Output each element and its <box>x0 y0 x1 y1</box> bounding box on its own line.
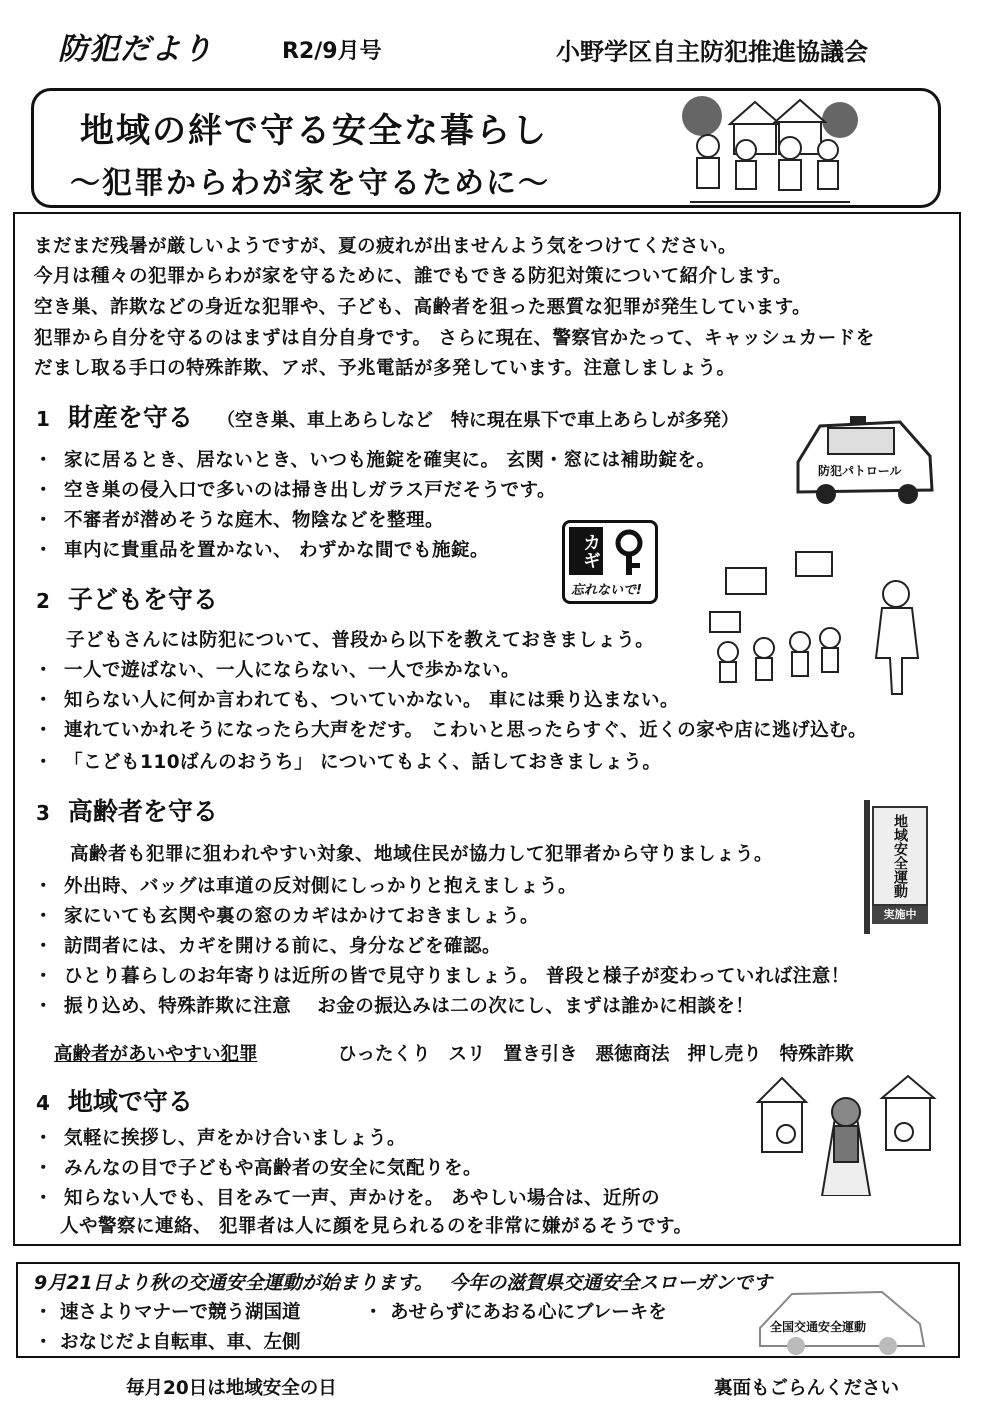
intro-line: だまし取る手口の特殊詐欺、アポ、予兆電話が多発しています。注意しましょう。 <box>34 358 736 379</box>
banner-subtitle: ～犯罪からわが家を守るために～ <box>70 166 550 201</box>
section-heading: 2 子どもを守る <box>36 585 218 614</box>
list-item: ・ 訪問者には、カギを開ける前に、身分などを確認。 <box>34 936 502 957</box>
list-item: ・ 「こども110ばんのおうち」 についてもよく、話しておきましょう。 <box>34 752 662 773</box>
crime-item: 特殊詐欺 <box>779 1044 854 1065</box>
section-title: 子どもを守る <box>67 585 218 614</box>
section-heading: 3 高齢者を守る <box>36 797 218 826</box>
section-title: 地域で守る <box>67 1087 193 1116</box>
list-item: ・ 車内に貴重品を置かない、 わずかな間でも施錠。 <box>34 540 489 561</box>
intro-line: まだまだ残暑が厳しいようですが、夏の疲れが出ませんよう気をつけてください。 <box>34 236 738 257</box>
list-item: ・ みんなの目で子どもや高齢者の安全に気配りを。 <box>34 1158 483 1179</box>
list-item: ・ 不審者が潜めそうな庭木、物陰などを整理。 <box>34 510 445 531</box>
slogan-item: ・ 速さよりマナーで競う湖国道 <box>34 1302 301 1323</box>
list-item: ・ 外出時、バッグは車道の反対側にしっかりと抱えましょう。 <box>34 876 578 897</box>
list-item: ・ 空き巣の侵入口で多いのは掃き出しガラス戸だそうです。 <box>34 480 556 501</box>
organization-name: 小野学区自主防犯推進協議会 <box>556 38 868 66</box>
crime-list-label: 高齢者があいやすい犯罪 <box>54 1044 258 1065</box>
section-title: 高齢者を守る <box>67 797 218 826</box>
crime-item: ひったくり <box>338 1044 431 1065</box>
issue-number: R2/9月号 <box>282 39 382 64</box>
section-number: 1 <box>36 407 50 431</box>
section-heading <box>36 398 739 434</box>
traffic-car-label: 全国交通安全運動 <box>770 1320 867 1334</box>
flag-subtext: 実施中 <box>872 906 928 924</box>
kagi-sublabel: 忘れないで! <box>571 583 642 598</box>
crime-list <box>338 1040 872 1066</box>
list-item: ・ ひとり暮らしのお年寄りは近所の皆で見守りましょう。 普段と様子が変わっていれば注意！ <box>34 966 850 987</box>
section-note: （空き巣、車上あらしなど 特に現在県下で車上あらしが多発） <box>216 410 739 431</box>
intro-line: 今月は種々の犯罪からわが家を守るために、誰でもできる防犯対策について紹介します。 <box>34 266 793 287</box>
intro-line: 空き巣、詐欺などの身近な犯罪や、子ども、高齢者を狙った悪質な犯罪が発生しています。 <box>34 297 812 318</box>
children-illustration <box>706 548 942 698</box>
crime-item: 置き引き <box>503 1044 578 1065</box>
traffic-heading: 9月21日より秋の交通安全運動が始まります。 今年の滋賀県交通安全スローガンです <box>34 1272 772 1294</box>
families-illustration <box>680 94 860 206</box>
key-icon <box>609 529 649 577</box>
patrol-car-illustration <box>790 412 940 508</box>
newsletter-title: 防犯だより <box>58 32 213 67</box>
list-item-continuation: 人や警察に連絡、 犯罪者は人に顔を見られるのを非常に嫌がるそうです。 <box>60 1216 693 1237</box>
safety-flag-illustration <box>862 800 932 934</box>
slogan-item: ・ おなじだよ自転車、車、左側 <box>34 1332 301 1353</box>
list-item: ・ 知らない人に何か言われても、ついていかない。 車には乗り込まない。 <box>34 690 679 711</box>
intro-line: 犯罪から自分を守るのはまずは自分自身です。 さらに現在、警察官かたって、キャッシュカードを <box>34 328 875 349</box>
list-item: ・ 一人で遊ばない、一人にならない、一人で歩かない。 <box>34 660 521 681</box>
flag-text: 地域安全運動 <box>872 806 928 906</box>
slogan-item: ・ あせらずにあおる心にブレーキを <box>364 1302 667 1323</box>
list-item: ・ 家に居るとき、居ないとき、いつも施錠を確実に。 玄関・窓には補助錠を。 <box>34 450 716 471</box>
crime-item: 悪徳商法 <box>595 1044 670 1065</box>
banner-title: 地域の絆で守る安全な暮らし <box>80 111 548 151</box>
list-item: ・ 家にいても玄関や裏の窓のカギはかけておきましょう。 <box>34 906 540 927</box>
section-lead: 子どもさんには防犯について、普段から以下を教えておきましょう。 <box>66 630 655 651</box>
footer-see-back: 裏面もごらんください <box>714 1378 900 1399</box>
footer-safety-day: 毎月20日は地域安全の日 <box>126 1378 337 1399</box>
list-item: ・ 知らない人でも、目をみて一声、声かけを。 あやしい場合は、近所の <box>34 1188 660 1209</box>
patrol-car-label: 防犯パトロール <box>818 464 902 478</box>
crime-item: スリ <box>448 1044 486 1065</box>
kagi-label: カギ <box>569 527 603 575</box>
section-heading: 4 地域で守る <box>36 1087 193 1116</box>
list-item: ・ 振り込め、特殊詐欺に注意 お金の振込みは二の次にし、まずは誰かに相談を！ <box>34 996 755 1017</box>
neighborhood-illustration <box>752 1072 940 1196</box>
list-item: ・ 気軽に挨拶し、声をかけ合いましょう。 <box>34 1128 407 1149</box>
crime-item: 押し売り <box>687 1044 762 1065</box>
list-item: ・ 連れていかれそうになったら大声をだす。 こわいと思ったらすぐ、近くの家や店に逃げ込む。 <box>34 720 868 741</box>
lock-reminder-sign <box>562 520 658 604</box>
section-lead: 高齢者も犯罪に狙われやすい対象、地域住民が協力して犯罪者から守りましょう。 <box>70 844 774 865</box>
section-title: 財産を守る <box>67 403 193 432</box>
